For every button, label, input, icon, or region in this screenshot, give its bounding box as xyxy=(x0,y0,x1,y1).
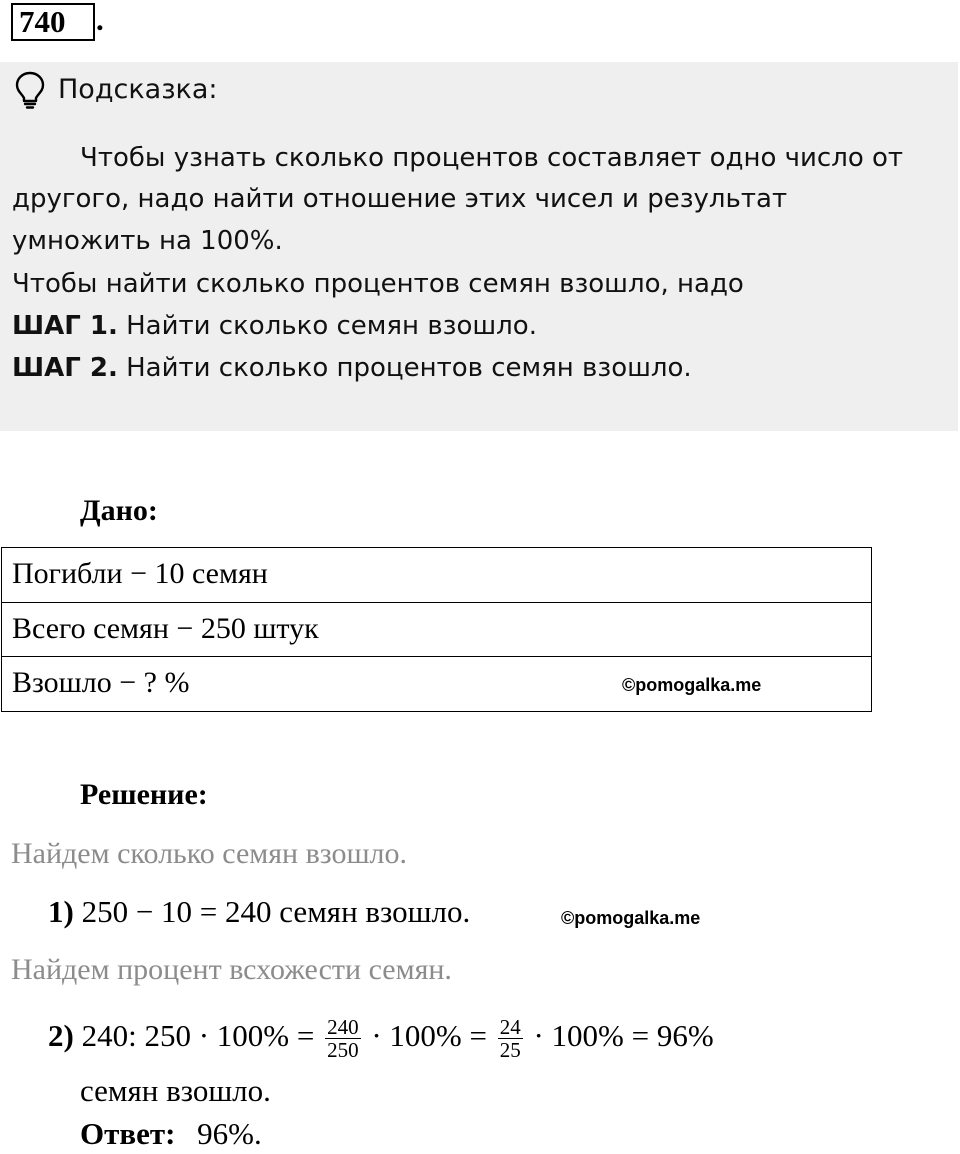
fraction-240-250 xyxy=(325,1016,361,1061)
answer-label: Ответ: xyxy=(80,1116,176,1151)
lightbulb-icon xyxy=(14,70,46,110)
hint-step-2-text: Найти сколько процентов семян взошло. xyxy=(126,353,692,383)
hint-paragraph-line: Чтобы узнать сколько процентов составляет одно число от xyxy=(80,143,904,173)
given-table xyxy=(1,547,872,712)
hint-step-1-text: Найти сколько семян взошло. xyxy=(126,311,537,341)
hint-title: Подсказка: xyxy=(58,74,218,105)
given-row-text: Всего семян − 250 штук xyxy=(12,611,319,645)
given-row-text: Взошло − ? % xyxy=(12,666,190,699)
hint-paragraph-line: другого, надо найти отношение этих чисел и результат xyxy=(12,184,788,214)
hint-paragraph-line: умножить на 100%. xyxy=(12,226,283,256)
solution-title: Решение: xyxy=(80,778,208,811)
hint-panel xyxy=(0,62,958,431)
given-row xyxy=(2,603,871,658)
watermark: ©pomogalka.me xyxy=(622,675,762,695)
solution-step-2 xyxy=(48,1011,714,1061)
step-1-expression: 250 − 10 = 240 семян взошло. xyxy=(81,894,471,929)
solution-explain-2: Найдем процент всхожести семян. xyxy=(11,953,452,986)
solution-explain-1: Найдем сколько семян взошло. xyxy=(11,837,408,870)
watermark: ©pomogalka.me xyxy=(561,908,701,928)
hint-step-1 xyxy=(12,306,537,346)
given-row xyxy=(2,657,871,712)
hint-step-2 xyxy=(12,348,692,388)
step-2-part-1: 240: 250 · 100% = xyxy=(81,1018,315,1053)
given-row xyxy=(2,548,871,603)
step-1-number: 1) xyxy=(48,894,74,929)
problem-number-dot: . xyxy=(96,2,104,37)
hint-intro: Чтобы найти сколько процентов семян взошло, надо xyxy=(12,269,744,299)
fraction-24-25 xyxy=(498,1016,523,1061)
answer xyxy=(80,1114,262,1154)
answer-value: 96%. xyxy=(197,1116,262,1151)
hint-step-1-label: ШАГ 1. xyxy=(12,311,118,341)
fraction-numerator: 240 xyxy=(327,1015,359,1040)
solution-step-1 xyxy=(48,892,470,932)
problem-number: 740 xyxy=(11,3,95,41)
step-2-continuation: семян взошло. xyxy=(80,1073,271,1108)
step-2-number: 2) xyxy=(48,1018,74,1053)
given-row-text: Погибли − 10 семян xyxy=(12,557,268,590)
fraction-numerator: 24 xyxy=(499,1015,521,1040)
fraction-denominator: 250 xyxy=(327,1038,359,1063)
fraction-denominator: 25 xyxy=(499,1038,521,1063)
hint-step-2-label: ШАГ 2. xyxy=(12,353,118,383)
step-2-part-2: · 100% = xyxy=(371,1018,487,1053)
step-2-part-3: · 100% = 96% xyxy=(533,1018,714,1053)
given-title: Дано: xyxy=(80,494,158,527)
